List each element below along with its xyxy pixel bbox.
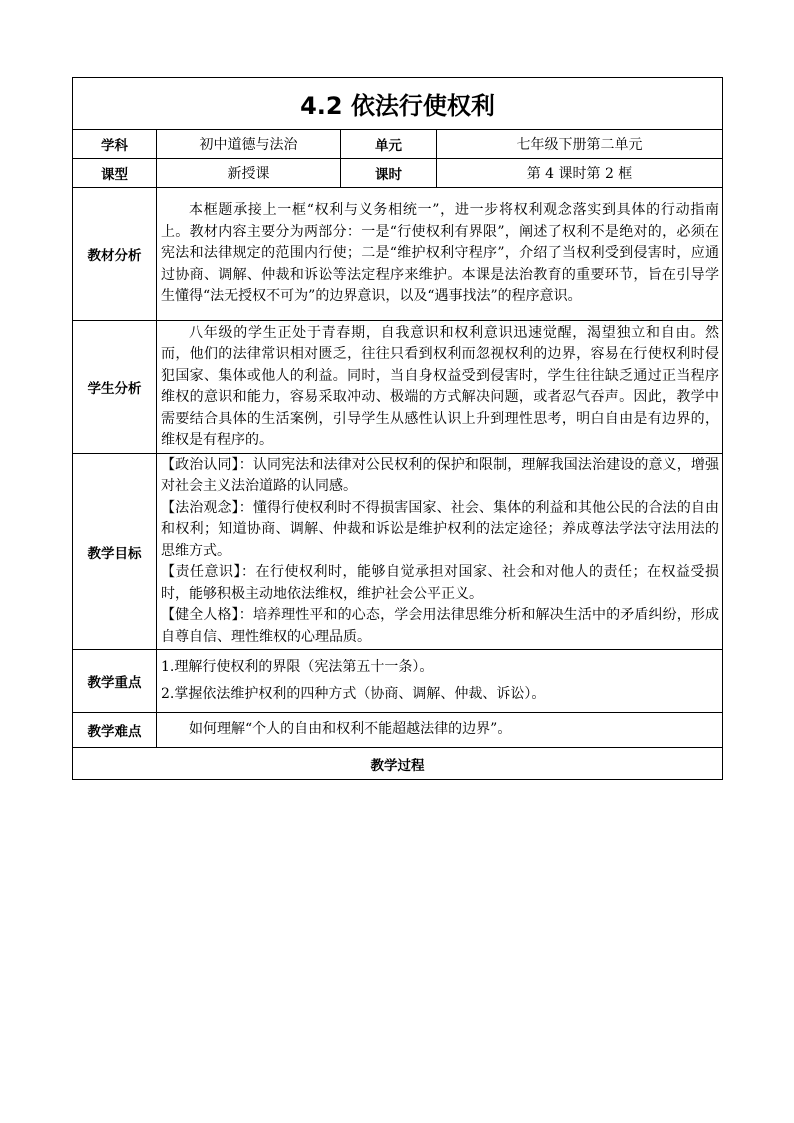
difficulty-label: 教学难点 xyxy=(73,713,157,748)
goal-item xyxy=(161,605,719,648)
period-label: 课时 xyxy=(341,159,437,188)
teaching-process-header: 教学过程 xyxy=(73,748,723,780)
unit-value: 七年级下册第二单元 xyxy=(437,130,723,159)
goal-tag: 【法治观念】 xyxy=(161,499,239,516)
goal-item xyxy=(161,455,719,498)
key-point-item: 2.掌握依法维护权利的四种方式（协商、调解、仲裁、诉讼）。 xyxy=(161,686,546,702)
material-analysis-label: 教材分析 xyxy=(73,188,157,321)
lesson-plan-table xyxy=(72,77,723,780)
key-point-item: 1.理解行使权利的界限（宪法第五十一条）。 xyxy=(161,659,434,675)
goal-tag: 【政治认同】 xyxy=(161,456,239,473)
document-title: 4.2 依法行使权利 xyxy=(73,78,723,130)
goal-item xyxy=(161,498,719,563)
student-analysis-text: 八年级的学生正处于青春期，自我意识和权利意识迅速觉醒，渴望独立和自由。然而，他们的法律常识相对匮乏，往往只看到权利而忽视权利的边界，容易在行使权利时侵犯国家、集体或他人的利益。同时，当自身权益受到侵害时，学生往往缺乏通过正当程序维权的意识和能力，容易采取冲动、极端的方式解决问题，或者忍气吞声。因此，教学中需要结合具体的生活案例，引导学生从感性认识上升到理性思考，明白自由是有边界的，维权是有程序的。 xyxy=(161,324,719,448)
goal-text: ：培养理性平和的心态，学会用法律思维分析和解决生活中的矛盾纠纷，形成自尊自信、理性维权的心理品质。 xyxy=(161,607,720,645)
unit-label: 单元 xyxy=(341,130,437,159)
type-label: 课型 xyxy=(73,159,157,188)
subject-value: 初中道德与法治 xyxy=(157,130,341,159)
teaching-goals-label: 教学目标 xyxy=(73,454,157,650)
goal-text: ：懂得行使权利时不得损害国家、社会、集体的利益和其他公民的合法的自由和权利；知道协商、调解、仲裁和诉讼是维护权利的法定途径；养成尊法学法守法用法的思维方式。 xyxy=(161,499,720,559)
goal-tag: 【健全人格】 xyxy=(161,607,239,624)
key-points-cell xyxy=(157,650,723,713)
material-analysis-cell xyxy=(157,188,723,321)
goal-text: ：认同宪法和法律对公民权利的保护和限制，理解我国法治建设的意义，增强对社会主义法治道路的认同感。 xyxy=(161,456,720,495)
key-points-label: 教学重点 xyxy=(73,650,157,713)
material-analysis-text: 本框题承接上一框“权利与义务相统一”，进一步将权利观念落实到具体的行动指南上。教材内容主要分为两部分：一是“行使权利有界限”，阐述了权利不是绝对的，必须在宪法和法律规定的范围内行使；二是“维护权利守程序”，介绍了当权利受到侵害时，应通过协商、调解、仲裁和诉讼等法定程序来维护。本课是法治教育的重要环节，旨在引导学生懂得“法无授权不可为”的边界意识，以及“遇事找法”的程序意识。 xyxy=(161,202,719,305)
student-analysis-label: 学生分析 xyxy=(73,321,157,454)
goal-text: ：在行使权利时，能够自觉承担对国家、社会和对他人的责任；在权益受损时，能够积极主动地依法维权，维护社会公平正义。 xyxy=(161,564,719,602)
period-value: 第 4 课时第 2 框 xyxy=(437,159,723,188)
student-analysis-cell xyxy=(157,321,723,454)
teaching-goals-cell xyxy=(157,454,723,650)
difficulty-text: 如何理解“个人的自由和权利不能超越法律的边界”。 xyxy=(189,721,512,738)
subject-label: 学科 xyxy=(73,130,157,159)
goal-tag: 【责任意识】 xyxy=(161,564,241,581)
type-value: 新授课 xyxy=(157,159,341,188)
goal-item xyxy=(161,562,719,605)
difficulty-cell xyxy=(157,713,723,748)
